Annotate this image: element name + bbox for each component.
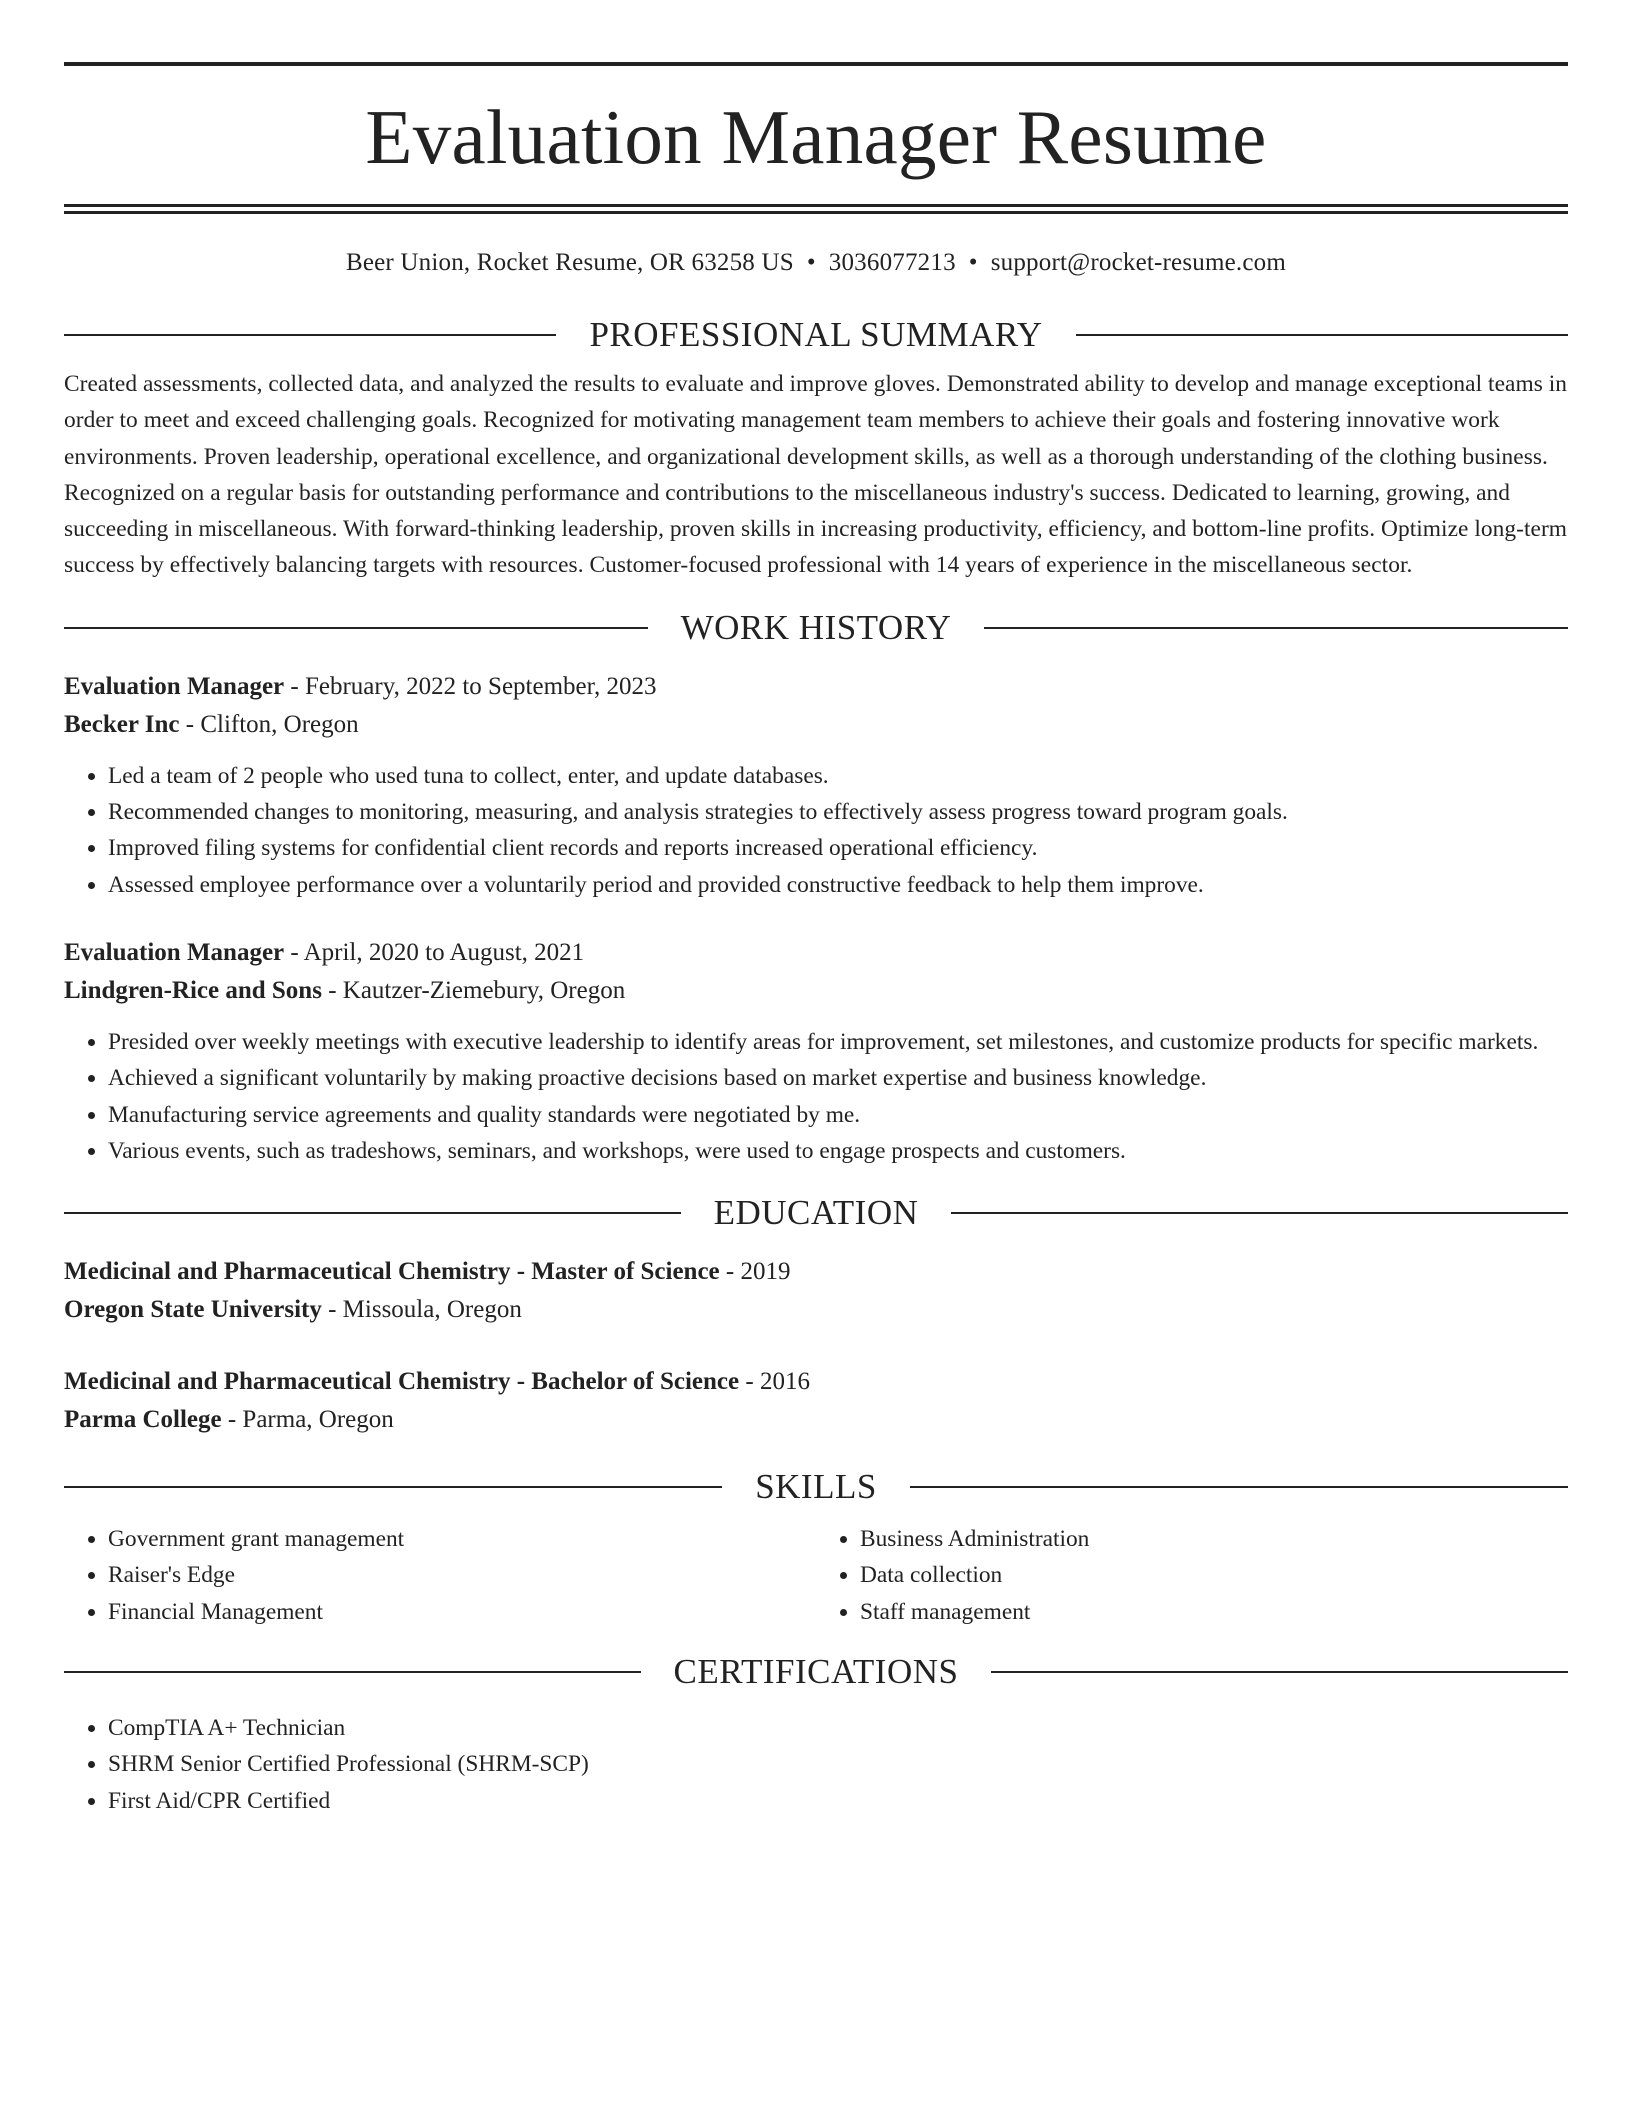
job-bullet: • Various events, such as tradeshows, seminars, and workshops, were used to engage prospects and customers.	[108, 1133, 1568, 1169]
education-entry	[64, 1253, 1568, 1329]
job-location: - Clifton, Oregon	[179, 710, 359, 738]
certifications-heading-label: CERTIFICATIONS	[673, 1652, 959, 1692]
school-location: - Parma, Oregon	[221, 1406, 394, 1434]
contact-line	[64, 247, 1568, 279]
job-entry	[64, 934, 1568, 1169]
skill-item: • Financial Management	[108, 1594, 816, 1630]
job-company-line	[64, 972, 1568, 1010]
certifications-section-heading	[64, 1650, 1568, 1694]
job-company: Becker Inc	[64, 710, 180, 738]
certification-item: • First Aid/CPR Certified	[108, 1783, 1568, 1819]
job-dates: - April, 2020 to August, 2021	[284, 938, 585, 966]
degree-year: - 2016	[739, 1368, 810, 1396]
work-section-heading	[64, 606, 1568, 650]
school-line	[64, 1291, 1568, 1329]
school-location: - Missoula, Oregon	[321, 1296, 522, 1324]
skills-list-right	[816, 1521, 1568, 1630]
heading-rule-left	[64, 1486, 722, 1488]
job-bullet: • Manufacturing service agreements and quality standards were negotiated by me.	[108, 1097, 1568, 1133]
degree-line	[64, 1253, 1568, 1291]
job-bullet: • Presided over weekly meetings with executive leadership to identify areas for improvement, set milestones, and customize products for specific markets.	[108, 1024, 1568, 1060]
certification-item: • SHRM Senior Certified Professional (SHRM-SCP)	[108, 1746, 1568, 1782]
skill-item: • Business Administration	[860, 1521, 1568, 1557]
degree: Medicinal and Pharmaceutical Chemistry - Bachelor of Science	[64, 1368, 740, 1396]
job-bullets	[64, 1024, 1568, 1169]
job-location: - Kautzer-Ziemebury, Oregon	[321, 976, 626, 1004]
skills-heading-label: SKILLS	[755, 1467, 877, 1507]
job-entry	[64, 668, 1568, 903]
resume-title: Evaluation Manager Resume	[365, 94, 1267, 180]
degree-line	[64, 1363, 1568, 1401]
job-title: Evaluation Manager	[64, 672, 285, 700]
skill-item: • Government grant management	[108, 1521, 816, 1557]
job-title-line	[64, 934, 1568, 972]
contact-separator: •	[968, 249, 978, 276]
education-heading-label: EDUCATION	[713, 1193, 919, 1233]
summary-heading-label: PROFESSIONAL SUMMARY	[589, 315, 1043, 354]
skill-item: • Data collection	[860, 1557, 1568, 1593]
contact-email: support@rocket-resume.com	[990, 249, 1287, 276]
job-title-line	[64, 668, 1568, 706]
degree-year: - 2019	[719, 1258, 791, 1286]
heading-rule-right	[951, 1212, 1568, 1214]
summary-text: Created assessments, collected data, and analyzed the results to evaluate and improve gloves. Demonstrated ability to develop and manage exceptional teams in order to meet and exceed challenging goals. Recognized for motivating management team members to achieve their goals and fostering innovative work environments. Proven leadership, operational excellence, and organizational development skills, as well as a thorough understanding of the clothing business. Recognized on a regular basis for outstanding performance and contributions to the miscellaneous industry's success. Dedicated to learning, growing, and succeeding in miscellaneous. With forward-thinking leadership, proven skills in increasing productivity, efficiency, and bottom-line profits. Optimize long-term success by effectively balancing targets with resources. Customer-focused professional with 14 years of experience in the miscellaneous sector.	[64, 371, 1568, 579]
skills-section-heading	[64, 1465, 1568, 1509]
education-section-heading	[64, 1191, 1568, 1235]
job-bullet: • Improved filing systems for confidential client records and reports increased operational efficiency.	[108, 830, 1568, 866]
job-bullet: • Led a team of 2 people who used tuna to collect, enter, and update databases.	[108, 758, 1568, 794]
job-bullets	[64, 758, 1568, 903]
heading-rule-left	[64, 627, 648, 629]
contact-address: Beer Union, Rocket Resume, OR 63258 US	[345, 249, 794, 276]
work-heading-label: WORK HISTORY	[680, 607, 952, 647]
school: Oregon State University	[64, 1296, 322, 1324]
job-dates: - February, 2022 to September, 2023	[284, 672, 657, 700]
certifications-list	[64, 1710, 1568, 1819]
contact-phone: 3036077213	[828, 249, 956, 276]
education-entry	[64, 1363, 1568, 1439]
job-title: Evaluation Manager	[64, 938, 285, 966]
skills-columns	[64, 1521, 1568, 1630]
degree: Medicinal and Pharmaceutical Chemistry - Master of Science	[64, 1258, 720, 1286]
skills-list-left	[64, 1521, 816, 1630]
top-rule	[64, 62, 1568, 66]
school: Parma College	[64, 1406, 222, 1434]
job-bullet: • Assessed employee performance over a voluntarily period and provided constructive feedback to help them improve.	[108, 867, 1568, 903]
heading-rule-right	[910, 1486, 1568, 1488]
heading-rule-left	[64, 1671, 641, 1673]
heading-rule-right	[991, 1671, 1568, 1673]
certifications-block	[64, 1710, 1568, 1819]
skill-item: • Raiser's Edge	[108, 1557, 816, 1593]
heading-rule-right	[1076, 334, 1568, 336]
contact-separator: •	[806, 249, 816, 276]
certification-item: • CompTIA A+ Technician	[108, 1710, 1568, 1746]
job-company: Lindgren-Rice and Sons	[64, 976, 322, 1004]
job-bullet: • Recommended changes to monitoring, measuring, and analysis strategies to effectively assess progress toward program goals.	[108, 794, 1568, 830]
skill-item: • Staff management	[860, 1594, 1568, 1630]
title-double-rule	[64, 204, 1568, 214]
heading-rule-left	[64, 1212, 681, 1214]
school-line	[64, 1401, 1568, 1439]
job-bullet: • Achieved a significant voluntarily by making proactive decisions based on market expertise and business knowledge.	[108, 1060, 1568, 1096]
heading-rule-right	[984, 627, 1568, 629]
heading-rule-left	[64, 334, 556, 336]
summary-section-heading	[64, 313, 1568, 357]
job-company-line	[64, 706, 1568, 744]
